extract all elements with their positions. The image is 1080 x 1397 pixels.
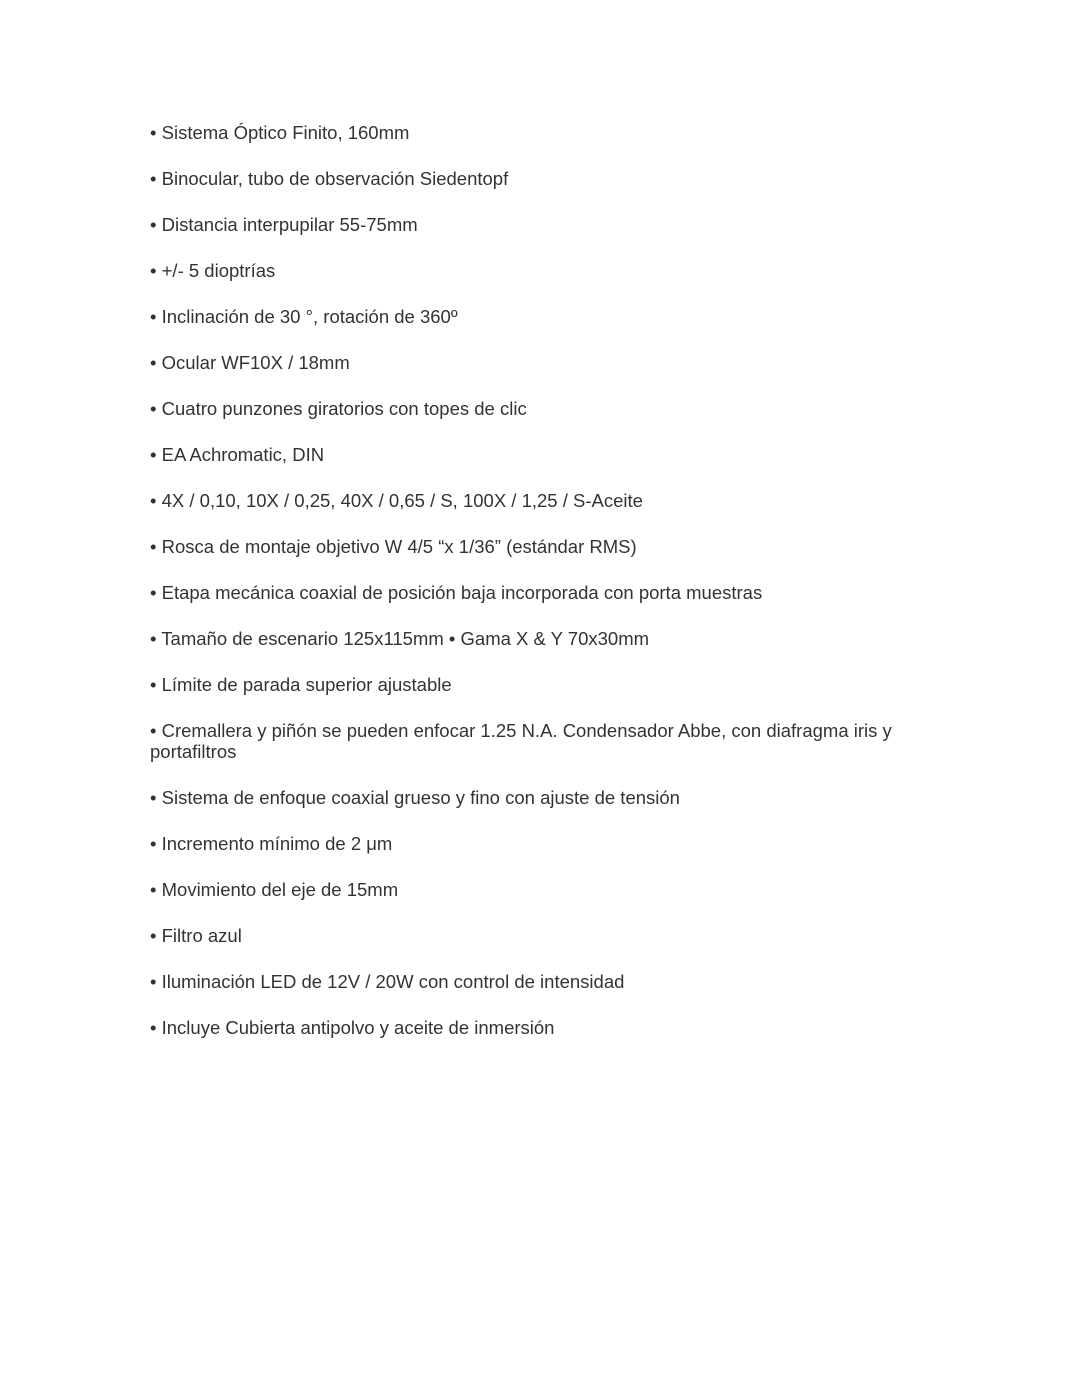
- spec-item: [150, 122, 930, 143]
- spec-item: [150, 1017, 930, 1038]
- spec-text: Movimiento del eje de 15mm: [161, 879, 399, 900]
- bullet: •: [150, 536, 157, 557]
- bullet: •: [150, 306, 157, 327]
- bullet: •: [150, 582, 157, 603]
- spec-item: [150, 628, 930, 649]
- bullet: •: [150, 1017, 157, 1038]
- bullet: •: [150, 490, 157, 511]
- spec-item: [150, 971, 930, 992]
- bullet: •: [150, 398, 157, 419]
- spec-item: [150, 833, 930, 854]
- spec-item: [150, 720, 930, 762]
- spec-text: Filtro azul: [161, 925, 242, 946]
- spec-item: [150, 879, 930, 900]
- spec-text: Inclinación de 30 °, rotación de 360º: [161, 306, 458, 327]
- spec-item: [150, 398, 930, 419]
- document-page: [150, 122, 930, 1063]
- spec-text: +/- 5 dioptrías: [161, 260, 276, 281]
- bullet: •: [150, 122, 157, 143]
- bullet: •: [150, 214, 157, 235]
- spec-text: Binocular, tubo de observación Siedentopf: [161, 168, 509, 189]
- spec-item: [150, 352, 930, 373]
- bullet: •: [150, 879, 157, 900]
- bullet: •: [150, 352, 157, 373]
- spec-text: Sistema de enfoque coaxial grueso y fino con ajuste de tensión: [161, 787, 680, 808]
- spec-text: Distancia interpupilar 55-75mm: [161, 214, 418, 235]
- spec-item: [150, 674, 930, 695]
- bullet: •: [150, 833, 157, 854]
- spec-text: Cuatro punzones giratorios con topes de clic: [161, 398, 527, 419]
- specification-list: [150, 122, 930, 1038]
- spec-text: EA Achromatic, DIN: [161, 444, 325, 465]
- spec-text: Incremento mínimo de 2 μm: [161, 833, 393, 854]
- spec-text: Incluye Cubierta antipolvo y aceite de inmersión: [161, 1017, 555, 1038]
- spec-item: [150, 444, 930, 465]
- spec-text: Etapa mecánica coaxial de posición baja incorporada con porta muestras: [161, 582, 763, 603]
- spec-text: Cremallera y piñón se pueden enfocar 1.25 N.A. Condensador Abbe, con diafragma iris y portafiltros: [150, 720, 892, 762]
- spec-text: Ocular WF10X / 18mm: [161, 352, 350, 373]
- bullet: •: [150, 720, 157, 741]
- spec-text: Límite de parada superior ajustable: [161, 674, 452, 695]
- bullet: •: [150, 628, 157, 649]
- bullet: •: [150, 260, 157, 281]
- bullet: •: [150, 444, 157, 465]
- spec-text: Sistema Óptico Finito, 160mm: [161, 122, 410, 143]
- spec-text: Rosca de montaje objetivo W 4/5 “x 1/36” (estándar RMS): [161, 536, 637, 557]
- bullet: •: [150, 925, 157, 946]
- spec-item: [150, 214, 930, 235]
- spec-item: [150, 168, 930, 189]
- spec-item: [150, 536, 930, 557]
- bullet: •: [150, 971, 157, 992]
- spec-item: [150, 925, 930, 946]
- bullet: •: [150, 168, 157, 189]
- spec-item: [150, 490, 930, 511]
- bullet: •: [150, 787, 157, 808]
- spec-text: 4X / 0,10, 10X / 0,25, 40X / 0,65 / S, 100X / 1,25 / S-Aceite: [161, 490, 643, 511]
- bullet: •: [150, 674, 157, 695]
- spec-item: [150, 787, 930, 808]
- spec-item: [150, 582, 930, 603]
- spec-text: Tamaño de escenario 125x115mm • Gama X & Y 70x30mm: [161, 628, 650, 649]
- spec-text: Iluminación LED de 12V / 20W con control de intensidad: [161, 971, 625, 992]
- spec-item: [150, 306, 930, 327]
- spec-item: [150, 260, 930, 281]
